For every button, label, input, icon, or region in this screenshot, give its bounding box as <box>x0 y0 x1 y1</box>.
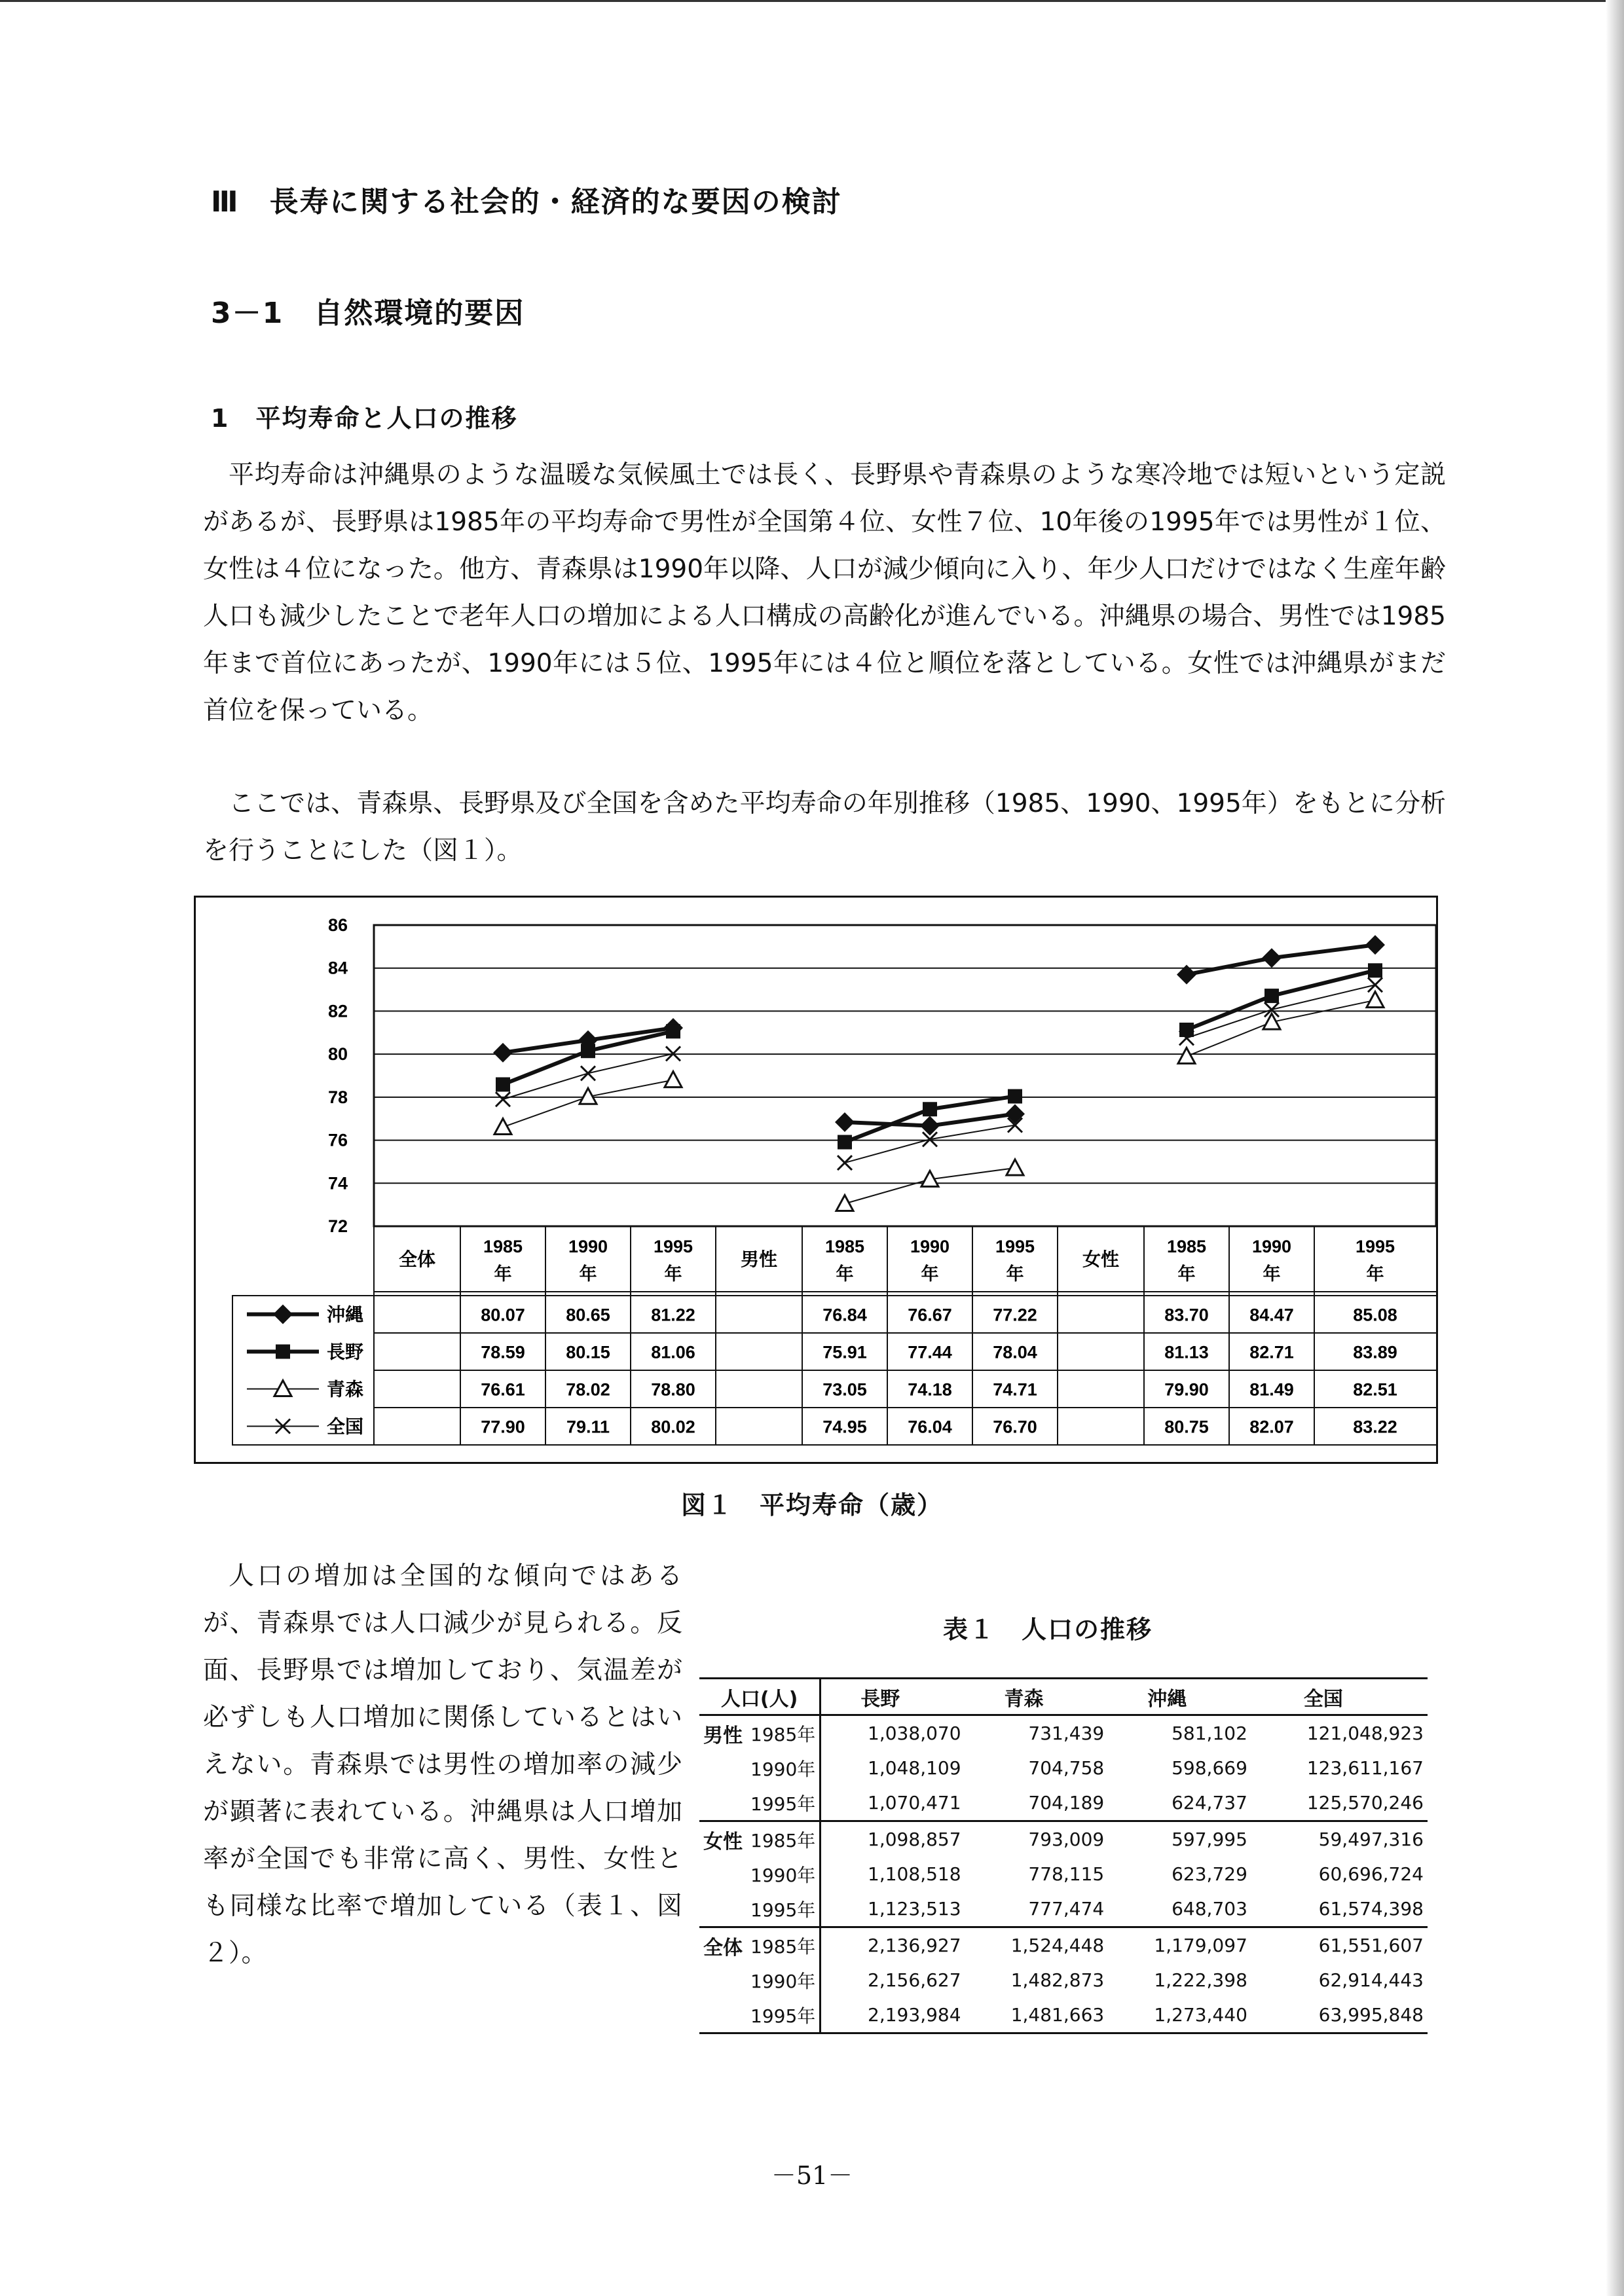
year-suffix: 年 <box>494 1264 512 1284</box>
y-tick-label: 72 <box>327 1216 348 1236</box>
table-cell: 581,102 <box>1172 1722 1247 1744</box>
table-cell: 731,439 <box>1028 1722 1105 1744</box>
legend-marker <box>273 1305 293 1324</box>
data-label: 82.71 <box>1249 1342 1294 1362</box>
row-group-label <box>699 1891 747 1927</box>
data-label: 80.65 <box>566 1305 610 1325</box>
data-label: 81.06 <box>651 1342 695 1362</box>
data-point <box>493 1043 513 1063</box>
table-cell: 624,737 <box>1108 1785 1251 1821</box>
data-point <box>835 1112 855 1132</box>
year-suffix: 年 <box>579 1264 597 1284</box>
table-row <box>699 1963 1428 1997</box>
table-cell: 1,273,440 <box>1108 1997 1251 2033</box>
row-group-label: 男性 <box>703 1724 743 1747</box>
series-line <box>1187 945 1375 974</box>
data-label: 76.04 <box>908 1417 952 1437</box>
item-heading: 1 平均寿命と人口の推移 <box>211 404 518 433</box>
data-label: 78.80 <box>651 1379 695 1400</box>
table-cell: 1,222,398 <box>1154 1969 1247 1991</box>
row-group-label <box>699 1785 747 1821</box>
page-number: －51－ <box>771 2161 853 2190</box>
header-okinawa: 沖縄 <box>1108 1679 1251 1715</box>
year-suffix: 年 <box>1177 1264 1196 1284</box>
data-point <box>496 1092 510 1106</box>
year-suffix: 年 <box>1263 1264 1281 1284</box>
table-cell: 793,009 <box>1028 1829 1105 1850</box>
data-label: 83.89 <box>1353 1342 1397 1362</box>
group-label: 男性 <box>740 1249 778 1269</box>
data-label: 73.05 <box>822 1379 867 1400</box>
table-cell: 61,574,398 <box>1251 1891 1428 1927</box>
plot-area <box>374 925 1436 1226</box>
data-point <box>836 1195 853 1211</box>
table-row <box>699 1751 1428 1785</box>
group-label: 女性 <box>1082 1249 1120 1269</box>
table-cell: 1,048,109 <box>868 1757 961 1779</box>
data-point <box>838 1135 852 1150</box>
row-year-label: 1990年 <box>747 1751 821 1785</box>
series-line <box>1187 970 1375 1030</box>
table-cell: 63,995,848 <box>1251 1997 1428 2033</box>
subsection-heading: 3－1 自然環境的要因 <box>211 297 525 330</box>
table-1-caption: 表１ 人口の推移 <box>943 1615 1153 1644</box>
y-tick-label: 84 <box>327 958 348 978</box>
table-row <box>699 1927 1428 1963</box>
figure-1-frame <box>194 896 1438 1464</box>
data-label: 80.15 <box>566 1342 610 1362</box>
table-cell: 1,108,518 <box>868 1863 961 1885</box>
year-label: 1995 <box>653 1237 693 1256</box>
data-point <box>494 1119 511 1135</box>
table-cell: 2,193,984 <box>821 1997 965 2033</box>
row-year-label: 1995年 <box>747 1891 821 1927</box>
table-cell: 61,551,607 <box>1318 1935 1424 1956</box>
table-cell: 704,758 <box>1028 1757 1105 1779</box>
figure-1-caption: 図１ 平均寿命（歳） <box>680 1491 943 1520</box>
data-point <box>666 1024 680 1038</box>
population-table <box>699 1677 1428 2034</box>
table-cell: 623,729 <box>1172 1863 1247 1885</box>
legend-label: 長野 <box>327 1341 364 1362</box>
data-point <box>1365 935 1385 955</box>
table-cell: 597,995 <box>1172 1829 1247 1850</box>
year-label: 1985 <box>1166 1237 1207 1256</box>
data-label: 79.11 <box>566 1417 610 1437</box>
data-label: 74.18 <box>908 1379 952 1400</box>
data-point <box>581 1044 595 1058</box>
legend-marker <box>276 1345 290 1359</box>
table-cell: 648,703 <box>1108 1891 1251 1927</box>
data-point <box>1179 1023 1194 1037</box>
data-label: 83.70 <box>1164 1305 1209 1325</box>
data-point <box>1178 1048 1195 1063</box>
data-label: 81.13 <box>1164 1342 1209 1362</box>
data-label: 77.44 <box>908 1342 952 1362</box>
data-label: 74.95 <box>822 1417 867 1437</box>
table-cell: 777,474 <box>965 1891 1109 1927</box>
year-suffix: 年 <box>664 1264 682 1284</box>
data-label: 74.71 <box>993 1379 1037 1400</box>
data-label: 77.90 <box>481 1417 525 1437</box>
year-suffix: 年 <box>1366 1264 1384 1284</box>
row-year-label: 1995年 <box>747 1997 821 2033</box>
table-row <box>699 1715 1428 1751</box>
scan-right-edge <box>1606 0 1624 2296</box>
row-year-label: 1990年 <box>747 1857 821 1891</box>
year-label: 1985 <box>483 1237 523 1256</box>
data-label: 80.02 <box>651 1417 695 1437</box>
y-tick-label: 82 <box>327 1001 348 1021</box>
data-point <box>496 1077 510 1091</box>
data-point <box>1005 1104 1025 1123</box>
population-table-header <box>699 1679 1428 1715</box>
year-suffix: 年 <box>921 1264 939 1284</box>
year-label: 1995 <box>995 1237 1035 1256</box>
table-cell: 1,482,873 <box>1010 1969 1105 1991</box>
table-cell: 121,048,923 <box>1306 1722 1424 1744</box>
year-label: 1990 <box>910 1237 950 1256</box>
year-label: 1985 <box>824 1237 865 1256</box>
table-row <box>699 1891 1428 1927</box>
table-cell: 59,497,316 <box>1318 1829 1424 1850</box>
data-point <box>1008 1089 1022 1104</box>
year-label: 1990 <box>568 1237 608 1256</box>
y-tick-label: 76 <box>327 1130 348 1150</box>
year-suffix: 年 <box>1006 1264 1024 1284</box>
table-cell: 2,136,927 <box>868 1935 961 1956</box>
y-tick-label: 80 <box>327 1044 348 1065</box>
year-suffix: 年 <box>836 1264 854 1284</box>
group-label: 全体 <box>398 1249 436 1269</box>
year-label: 1995 <box>1355 1237 1395 1256</box>
header-unit: 人口(人) <box>699 1679 821 1715</box>
table-cell: 598,669 <box>1172 1757 1247 1779</box>
section-heading: Ⅲ 長寿に関する社会的・経済的な要因の検討 <box>211 185 842 219</box>
data-point <box>838 1156 852 1170</box>
table-cell: 1,038,070 <box>868 1722 961 1744</box>
table-cell: 60,696,724 <box>1318 1863 1424 1885</box>
row-group-label <box>699 1963 747 1997</box>
table-cell: 704,189 <box>965 1785 1109 1821</box>
table-cell: 1,070,471 <box>821 1785 965 1821</box>
row-group-label: 全体 <box>703 1936 743 1959</box>
data-label: 76.84 <box>822 1305 867 1325</box>
table-cell: 1,179,097 <box>1154 1935 1247 1956</box>
data-label: 83.22 <box>1353 1417 1397 1437</box>
table-cell: 1,524,448 <box>1010 1935 1105 1956</box>
row-year-label: 1985年 <box>747 1927 821 1963</box>
data-label: 77.22 <box>993 1305 1037 1325</box>
table-cell: 62,914,443 <box>1318 1969 1424 1991</box>
row-year-label: 1995年 <box>747 1785 821 1821</box>
header-national: 全国 <box>1251 1679 1428 1715</box>
data-label: 78.02 <box>566 1379 610 1400</box>
life-expectancy-chart <box>196 898 1436 1462</box>
data-label: 78.59 <box>481 1342 525 1362</box>
data-point <box>1264 989 1279 1003</box>
row-year-label: 1985年 <box>747 1715 821 1751</box>
row-group-label <box>699 1997 747 2033</box>
data-label: 84.47 <box>1249 1305 1294 1325</box>
data-label: 80.07 <box>481 1305 525 1325</box>
y-tick-label: 74 <box>327 1173 348 1194</box>
data-label: 80.75 <box>1164 1417 1209 1437</box>
paragraph-life-expectancy: 平均寿命は沖縄県のような温暖な気候風土では長く、長野県や青森県のような寒冷地では短いという定説があるが、長野県は1985年の平均寿命で男性が全国第４位、女性７位、10年後の1995年では男性が１位、女性は４位になった。他方、青森県は1990年以降、人口が減少傾向に入り、年少人口だけではなく生産年齢人口も減少したことで老年人口の増加による人口構成の高齢化が進んでいる。沖縄県の場合、男性では1985年まで首位にあったが、1990年には５位、1995年には４位と順位を落としている。女性では沖縄県がまだ首位を保っている。 <box>203 460 1446 725</box>
paragraph-analysis-scope: ここでは、青森県、長野県及び全国を含めた平均寿命の年別推移（1985、1990、1995年）をもとに分析を行うことにした（図１）。 <box>203 789 1446 866</box>
table-cell: 1,481,663 <box>965 1997 1109 2033</box>
legend-label: 青森 <box>327 1379 364 1400</box>
data-point <box>1262 948 1282 968</box>
data-point <box>665 1072 682 1087</box>
data-point <box>923 1102 937 1116</box>
data-point <box>1367 992 1384 1008</box>
table-row <box>699 1821 1428 1857</box>
y-tick-label: 78 <box>327 1087 348 1107</box>
header-nagano: 長野 <box>821 1679 965 1715</box>
data-label: 81.49 <box>1249 1379 1294 1400</box>
data-label: 81.22 <box>651 1305 695 1325</box>
data-label: 79.90 <box>1164 1379 1209 1400</box>
data-label: 75.91 <box>822 1342 867 1362</box>
data-label: 76.67 <box>908 1305 952 1325</box>
data-point <box>581 1066 595 1080</box>
table-cell: 1,098,857 <box>868 1829 961 1850</box>
header-aomori: 青森 <box>965 1679 1109 1715</box>
row-year-label: 1990年 <box>747 1963 821 1997</box>
table-cell: 778,115 <box>1028 1863 1105 1885</box>
legend-label: 全国 <box>327 1416 364 1437</box>
table-cell: 1,123,513 <box>821 1891 965 1927</box>
data-label: 76.61 <box>481 1379 525 1400</box>
data-point <box>1368 963 1382 977</box>
table-row <box>699 1857 1428 1891</box>
legend-label: 沖縄 <box>327 1304 364 1325</box>
year-label: 1990 <box>1251 1237 1292 1256</box>
data-label: 78.04 <box>993 1342 1037 1362</box>
data-label: 82.07 <box>1249 1417 1294 1437</box>
row-group-label: 女性 <box>703 1830 743 1853</box>
table-row <box>699 1785 1428 1821</box>
table-cell: 123,611,167 <box>1306 1757 1424 1779</box>
table-cell: 2,156,627 <box>868 1969 961 1991</box>
data-label: 76.70 <box>993 1417 1037 1437</box>
data-label: 82.51 <box>1353 1379 1397 1400</box>
row-group-label <box>699 1751 747 1785</box>
scan-top-edge <box>0 0 1624 2</box>
row-year-label: 1985年 <box>747 1821 821 1857</box>
row-group-label <box>699 1857 747 1891</box>
table-cell: 125,570,246 <box>1251 1785 1428 1821</box>
data-label: 85.08 <box>1353 1305 1397 1325</box>
paragraph-population: 人口の増加は全国的な傾向ではあるが、青森県では人口減少が見られる。反面、長野県では増加しており、気温差が必ずしも人口増加に関係しているとはいえない。青森県では男性の増加率の減少が顕著に表れている。沖縄県は人口増加率が全国でも非常に高く、男性、女性とも同様な比率で増加している（表１、図２）。 <box>203 1561 682 1968</box>
y-tick-label: 86 <box>327 915 348 935</box>
table-row <box>699 1997 1428 2033</box>
data-point <box>1006 1159 1024 1175</box>
